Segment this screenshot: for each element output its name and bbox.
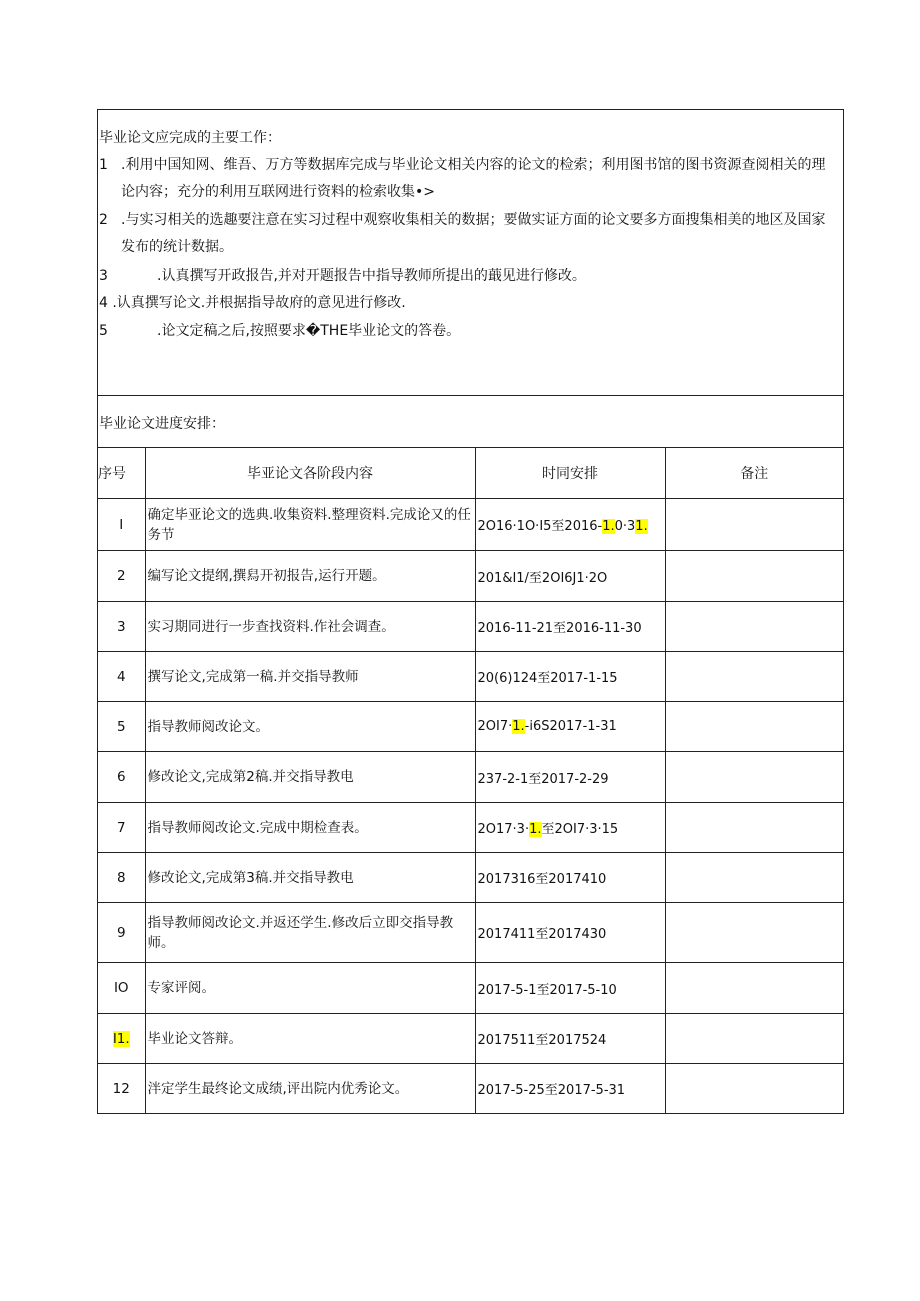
row-number: I [98, 499, 145, 551]
schedule-heading: 毕业论文进度安排： [99, 416, 225, 432]
row-note [665, 903, 843, 963]
time-part: 至2OI7·3·15 [541, 822, 619, 837]
schedule-heading-section [98, 396, 843, 448]
column-header-content: 毕亚论文各阶段内容 [145, 448, 475, 499]
time-part: 2O16·1O·I5至2016- [477, 519, 603, 534]
row-content: 撰写论文,完成第一稿.并交指导教师 [145, 652, 475, 702]
row-content: 修改论文,完成第3稿.并交指导教电 [145, 853, 475, 903]
row-note [665, 1064, 843, 1114]
schedule-table [98, 448, 843, 1114]
row-content: 毕业论文答辩。 [145, 1014, 475, 1064]
row-content: 实习期同进行一步查找资料.作社会调查。 [145, 602, 475, 652]
row-note [665, 853, 843, 903]
row-time: 201&I1/至2OI6J1·2O [475, 551, 665, 602]
row-time: 20(6)124至2017-1-15 [475, 652, 665, 702]
task-item-5 [99, 318, 837, 345]
row-number: IO [98, 963, 145, 1014]
row-number: 9 [98, 903, 145, 963]
row-note [665, 652, 843, 702]
row-time: 2017316至2017410 [475, 853, 665, 903]
row-content: 指导教师阅改论文.并返还学生.修改后立即交指导教师。 [145, 903, 475, 963]
column-header-time: 时同安排 [475, 448, 665, 499]
row-content: 专家评阅。 [145, 963, 475, 1014]
row-content: 编写论文提纲,撰舄开初报告,运行开题。 [145, 551, 475, 602]
row-number: 5 [98, 702, 145, 752]
row-number: 2 [98, 551, 145, 602]
row-note [665, 752, 843, 803]
task-item-3 [99, 263, 837, 290]
row-note [665, 963, 843, 1014]
row-content: 确定毕亚论文的选典.收集资料.整理资料.完成论又的任务节 [145, 499, 475, 551]
row-time [475, 702, 665, 752]
row-time [475, 803, 665, 853]
table-row [98, 803, 843, 853]
tasks-heading: 毕业论文应完成的主要工作： [99, 130, 281, 146]
row-time: 2017511至2017524 [475, 1014, 665, 1064]
table-row [98, 1064, 843, 1114]
row-content: 指导教师阅改论文.完成中期检查表。 [145, 803, 475, 853]
row-number: 6 [98, 752, 145, 803]
row-time: 2016-11-21至2016-11-30 [475, 602, 665, 652]
table-row [98, 702, 843, 752]
row-note [665, 602, 843, 652]
column-header-note: 备注 [665, 448, 843, 499]
row-content: 指导教师阅改论文。 [145, 702, 475, 752]
table-row [98, 853, 843, 903]
row-time: 237-2-1至2017-2-29 [475, 752, 665, 803]
table-header-row [98, 448, 843, 499]
highlighted-text: I1. [112, 1030, 130, 1047]
row-number [98, 1014, 145, 1064]
row-time: 2017411至2017430 [475, 903, 665, 963]
task-text: .论文定稿之后,按照要求�THE毕业论文的答卷。 [157, 323, 461, 339]
task-number: 2 [99, 212, 108, 228]
main-tasks-section [98, 110, 843, 396]
row-number: 4 [98, 652, 145, 702]
row-content: 泮定学生最终论文成绩,评出院内优秀论文。 [145, 1064, 475, 1114]
task-item-4 [99, 290, 837, 317]
row-note [665, 1014, 843, 1064]
row-number: 3 [98, 602, 145, 652]
row-time [475, 499, 665, 551]
highlighted-text: 1. [635, 519, 648, 534]
time-part: 2OI7· [477, 719, 513, 734]
task-number: 3 [99, 268, 108, 284]
table-row [98, 551, 843, 602]
row-number: 12 [98, 1064, 145, 1114]
task-number: 1 [99, 157, 108, 173]
row-number: 8 [98, 853, 145, 903]
time-part: 2O17·3· [477, 822, 530, 837]
task-text: 4 .认真撰写论文.并根据指导故府的意见进行修改. [99, 295, 406, 311]
table-row [98, 499, 843, 551]
time-part: 0·3 [614, 519, 636, 534]
table-row [98, 963, 843, 1014]
row-time: 2017-5-25至2017-5-31 [475, 1064, 665, 1114]
task-item-1 [99, 152, 837, 206]
row-note [665, 702, 843, 752]
row-note [665, 803, 843, 853]
highlighted-text: 1. [602, 519, 615, 534]
table-row [98, 602, 843, 652]
row-time: 2017-5-1至2017-5-10 [475, 963, 665, 1014]
table-row [98, 1014, 843, 1064]
row-note [665, 551, 843, 602]
row-number: 7 [98, 803, 145, 853]
time-part: -i6S2017-1-31 [524, 719, 617, 734]
row-content: 修改论文,完成第2稿.并交指导教电 [145, 752, 475, 803]
form-frame [97, 109, 844, 1114]
table-row [98, 752, 843, 803]
task-text: .认真撰写开政报告,并对开题报告中指导教师所提出的蕺见进行修改。 [157, 268, 586, 284]
task-number: 5 [99, 323, 108, 339]
table-row [98, 652, 843, 702]
highlighted-text: 1. [512, 719, 525, 734]
table-row [98, 903, 843, 963]
task-item-2 [99, 207, 837, 261]
row-note [665, 499, 843, 551]
task-text: .利用中国知网、维吾、万方等数据库完成与毕业论文相关内容的论文的检索；利用图书馆的图书资源查阅相关的理论内容；充分的利用互联网进行资料的检索收集•> [121, 157, 826, 200]
highlighted-text: 1. [529, 822, 542, 837]
task-text: .与实习相关的选趣要注意在实习过程中观察收集相关的数据；要做实证方面的论文要多方面搜集相美的地区及国家发布的统计数据。 [121, 212, 826, 255]
column-header-no: 序号 [98, 448, 145, 499]
